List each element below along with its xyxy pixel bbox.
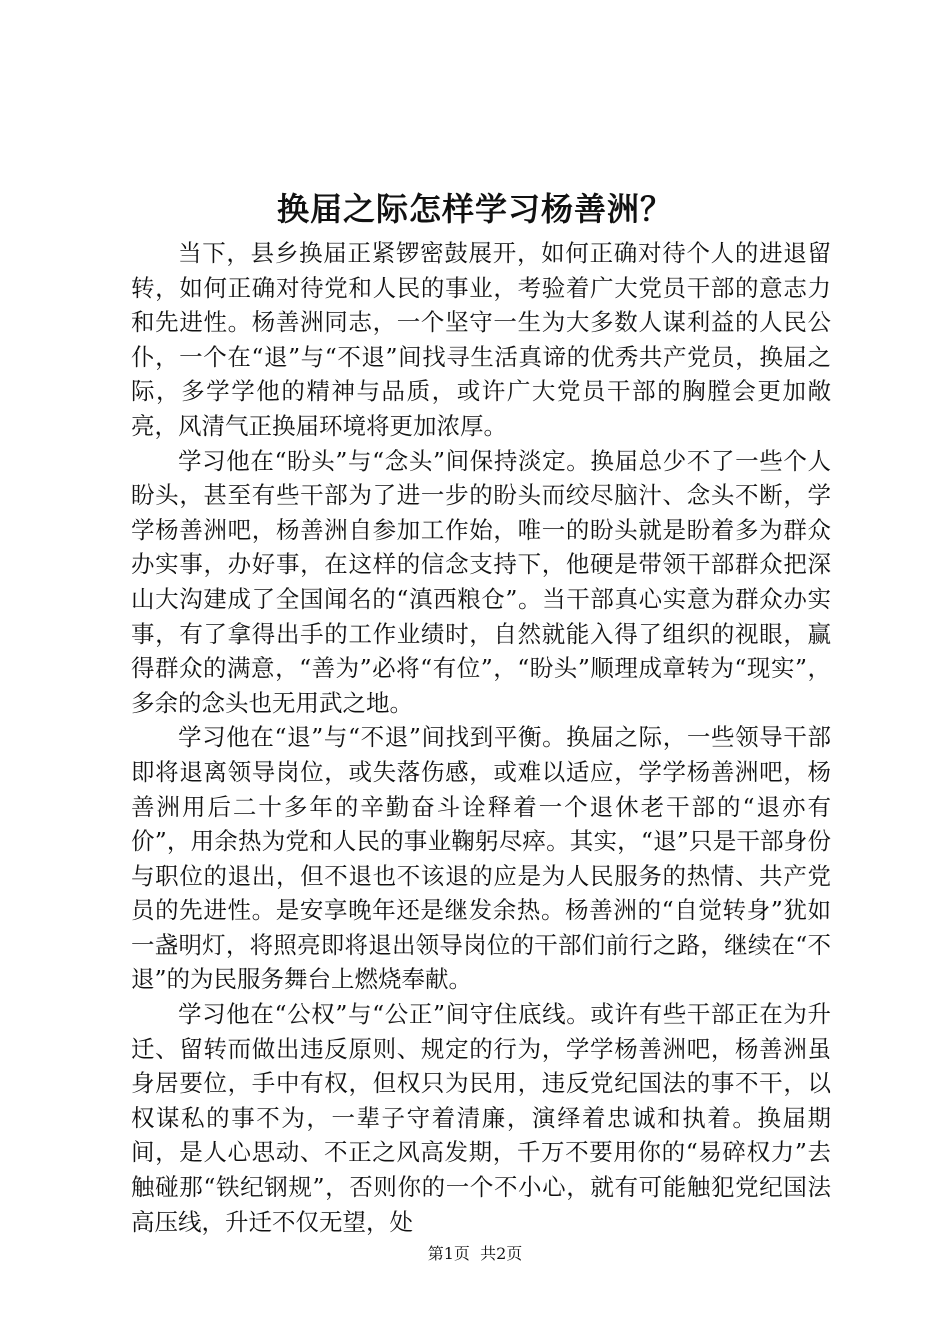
page-number-current: 第1页 [427,1244,470,1263]
paragraph-intro: 当下，县乡换届正紧锣密鼓展开，如何正确对待个人的进退留转，如何正确对待党和人民的事业，考验着广大党员干部的意志力和先进性。杨善洲同志，一个坚守一生为大多数人谋利益的人民公仆，一个在“退”与“不退”间找寻生活真谛的优秀共产党员，换届之际，多学学他的精神与品质，或许广大党员干部的胸膛会更加敞亮，风清气正换届环境将更加浓厚。 [131,239,831,440]
document-title: 换届之际怎样学习杨善洲？ [276,190,673,228]
document-body [131,236,831,1239]
page-footer [0,1242,950,1266]
paragraph-retire-balance: 学习他在“退”与“不退”间找到平衡。换届之际，一些领导干部即将退离领导岗位，或失落伤感，或难以适应，学学杨善洲吧，杨善洲用后二十多年的辛勤奋斗诠释着一个退休老干部的“退亦有价”，用余热为党和人民的事业鞠躬尽瘁。其实，“退”只是干部身份与职位的退出，但不退也不该退的应是为人民服务的热情、共产党员的先进性。是安享晚年还是继发余热。杨善洲的“自觉转身”犹如一盏明灯，将照亮即将退出领导岗位的干部们前行之路，继续在“不退”的为民服务舞台上燃烧奉献。 [131,723,831,994]
paragraph-hope-and-thoughts: 学习他在“盼头”与“念头”间保持淡定。换届总少不了一些个人盼头，甚至有些干部为了进一步的盼头而绞尽脑汁、念头不断，学学杨善洲吧，杨善洲自参加工作始，唯一的盼头就是盼着多为群众办实事，办好事，在这样的信念支持下，他硬是带领干部群众把深山大沟建成了全国闻名的“滇西粮仓”。当干部真心实意为群众办实事，有了拿得出手的工作业绩时，自然就能入得了组织的视眼，赢得群众的满意，“善为”必将“有位”，“盼头”顺理成章转为“现实”，多余的念头也无用武之地。 [131,446,831,717]
paragraph-power-and-justice: 学习他在“公权”与“公正”间守住底线。或许有些干部正在为升迁、留转而做出违反原则、规定的行为，学学杨善洲吧，杨善洲虽身居要位，手中有权，但权只为民用，违反党纪国法的事不干，以权谋私的事不为，一辈子守着清廉，演绎着忠诚和执着。换届期间，是人心思动、不正之风高发期，千万不要用你的“易碎权力”去触碰那“铁纪钢规”，否则你的一个不小心，就有可能触犯党纪国法高压线，升迁不仅无望，处 [131,1000,831,1236]
page-number-total: 共2页 [480,1244,523,1263]
